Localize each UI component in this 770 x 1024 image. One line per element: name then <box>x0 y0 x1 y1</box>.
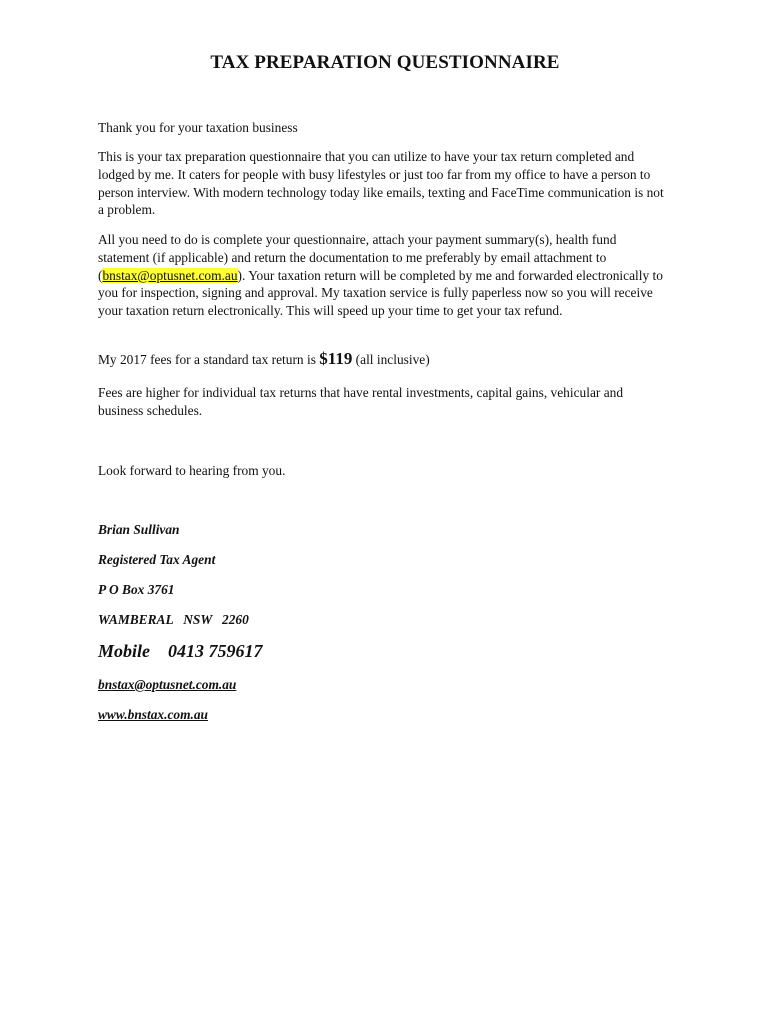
document-title: TAX PREPARATION QUESTIONNAIRE <box>210 52 560 73</box>
fee-paragraph <box>98 350 670 369</box>
instructions-text-end: ). Your taxation return will be completed by me and forwarded electronically to you for inspection, signing and approval. My taxation service is fully paperless now so you will receive your taxation return electronically. This will speed up your time to get your tax refund. <box>98 267 663 319</box>
thanks-paragraph: Thank you for your taxation business <box>98 120 298 135</box>
signature-name: Brian Sullivan <box>98 522 180 537</box>
signature-mobile: Mobile 0413 759617 <box>98 641 263 661</box>
signature-website-link[interactable]: www.bnstax.com.au <box>98 707 209 722</box>
instructions-paragraph <box>98 231 670 320</box>
signature-address: WAMBERAL NSW 2260 <box>98 612 249 627</box>
intro-paragraph: This is your tax preparation questionnaire that you can utilize to have your tax return completed and lodged by me. It caters for people with busy lifestyles or just too far from my office to have a person to person interview. With modern technology today like emails, texting and FaceTime communication is not a problem. <box>98 149 664 218</box>
highlighted-email-link[interactable]: bnstax@optusnet.com.au <box>102 267 238 283</box>
instructions-text-start: All you need to do is complete your questionnaire, attach your payment summary(s), health fund statement (if applicable) and return the documentation to me preferably by email attachment to ( <box>98 232 617 283</box>
signature-role: Registered Tax Agent <box>98 552 216 567</box>
signature-email-link[interactable]: bnstax@optusnet.com.au <box>98 677 237 692</box>
fee-text-start: My 2017 fees for a standard tax return is <box>98 352 320 367</box>
higher-fees-paragraph: Fees are higher for individual tax returns that have rental investments, capital gains, vehicular and business schedules. <box>98 385 624 418</box>
fee-text-end: (all inclusive) <box>352 352 430 367</box>
closing-paragraph: Look forward to hearing from you. <box>98 463 286 478</box>
signature-po-box: P O Box 3761 <box>98 582 175 597</box>
fee-amount: $119 <box>319 349 353 368</box>
